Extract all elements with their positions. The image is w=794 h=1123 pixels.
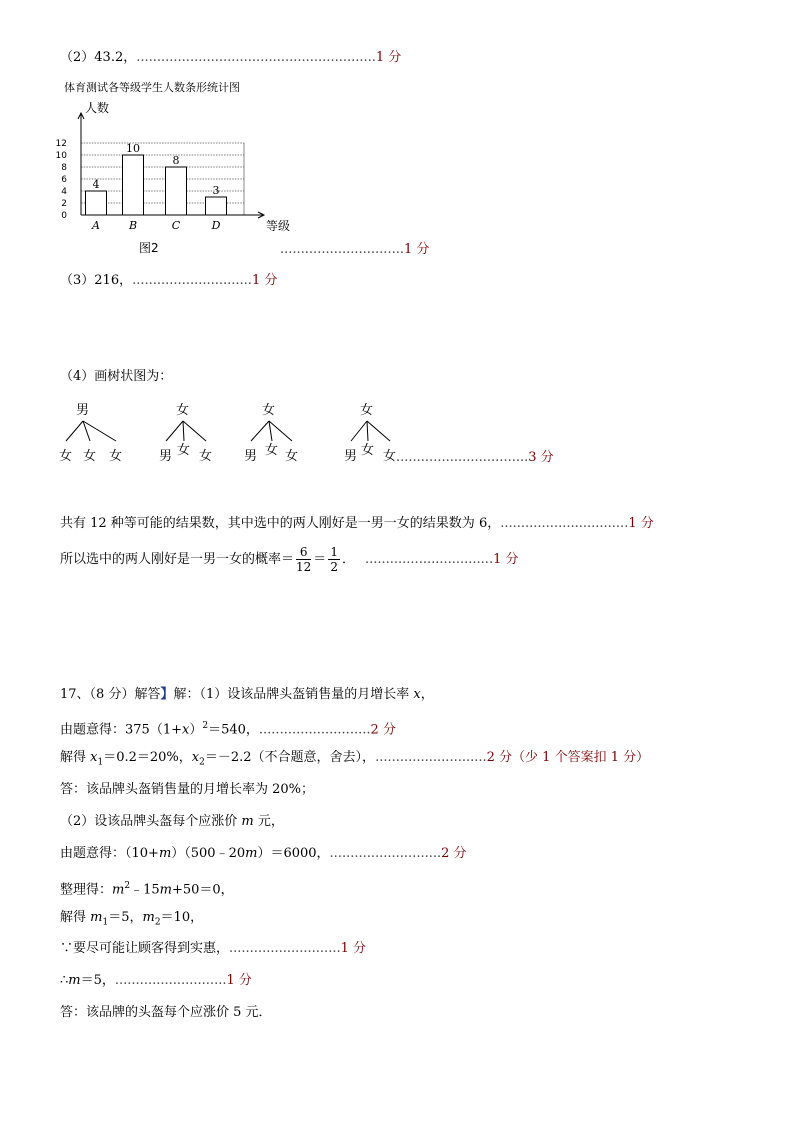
l10: 答：该品牌的头盔每个应涨价 5 元．: [60, 1005, 272, 1020]
y-tick-label: 0: [61, 211, 67, 221]
l6-m: m: [112, 882, 125, 898]
tree-leaf: 女: [83, 449, 97, 464]
data-label-A: 4: [92, 178, 100, 191]
prob-text: 所以选中的两人刚好是一男一女的概率＝: [60, 552, 295, 567]
y-tick-label: 2: [61, 199, 67, 209]
l5-m1: m: [158, 846, 172, 861]
l7-m2: m: [142, 910, 155, 925]
y-tick-label: 12: [56, 139, 67, 149]
q17-line3: [60, 781, 314, 799]
l9-m: m: [68, 973, 81, 988]
tree-branch: [166, 421, 183, 441]
l4-a: （2）设该品牌头盔每个应涨价: [60, 814, 242, 829]
q17-title: 17、（8 分）解答: [60, 687, 161, 702]
chart-title: 体育测试各等级学生人数条形统计图: [64, 81, 240, 94]
tree-leaf: 女: [199, 449, 213, 464]
l6-c: +50＝0，: [171, 882, 234, 898]
l8-dots: ...........................: [229, 941, 341, 956]
y-tick-label: 4: [61, 187, 67, 197]
bar-B: [123, 155, 144, 215]
part3-line: [60, 272, 277, 290]
q17-line5: [60, 845, 467, 863]
l6-a: 整理得：: [60, 882, 113, 898]
tree-root-1: 男: [76, 403, 90, 418]
l9-score: 1 分: [226, 973, 252, 988]
l7-b: ＝5，: [108, 910, 143, 925]
data-label-C: 8: [172, 154, 180, 167]
q17-line10: [60, 1004, 272, 1022]
x-tick-label-B: B: [128, 219, 138, 232]
l2-a: 解得: [60, 750, 91, 765]
part2-label: （2）43.2，: [60, 50, 137, 65]
l2-x1: x: [90, 750, 98, 765]
l8-score: 1 分: [340, 941, 366, 956]
part4-score: 3 分: [528, 450, 554, 465]
tree-branch: [66, 421, 83, 441]
y-axis-label: 人数: [85, 101, 110, 115]
x-tick-label-D: D: [211, 219, 221, 232]
tree-branch: [183, 421, 184, 441]
tree-root-4: 女: [360, 403, 374, 418]
tree-leaf: 女: [383, 449, 397, 464]
l5-c: ）＝6000，: [257, 846, 330, 861]
x-tick-label-A: A: [92, 219, 100, 232]
tree-branch: [367, 421, 390, 441]
l5-m2: m: [245, 846, 258, 861]
q17-line6: [60, 877, 234, 899]
tree-leaf: 女: [265, 443, 279, 458]
tree-leaf: 女: [109, 449, 123, 464]
tree-branch: [83, 421, 90, 441]
frac1-den: 12: [296, 560, 312, 574]
q17-var-x: x: [413, 687, 421, 702]
x-tick-label-C: C: [171, 219, 181, 232]
l3: 答：该品牌头盔销售量的月增长率为 20%；: [60, 782, 315, 797]
chart-dots: ..............................: [280, 242, 404, 257]
tree-branch: [251, 421, 269, 441]
bar-chart: [56, 78, 296, 258]
frac2-den: 2: [330, 560, 338, 574]
l9-a: ∴: [60, 973, 69, 988]
q17-line8: [60, 940, 366, 958]
l4-m: m: [241, 814, 254, 829]
l2-dots: ...........................: [375, 750, 487, 765]
l2-s1: 1: [97, 757, 104, 768]
l6-m2: m: [159, 882, 172, 898]
q17-line4: [60, 813, 284, 831]
tree-root-3: 女: [262, 403, 276, 418]
x-axis-label: 等级: [266, 219, 291, 233]
l1-b: ）: [189, 722, 203, 738]
l2-c: ＝－2.2（不合题意，舍去），: [204, 750, 376, 765]
l2-score: 2 分（少 1 个答案扣 1 分）: [486, 750, 650, 765]
part3-dots: .............................: [132, 273, 252, 288]
result-dots: ...............................: [500, 516, 629, 531]
fraction-1-2: [328, 545, 340, 574]
bar-C: [166, 167, 187, 215]
l2-b: ＝0.2＝20%，: [103, 750, 192, 765]
prob-dots: ...............................: [364, 552, 494, 567]
q17-intro: 解：（1）设该品牌头盔销售量的月增长率: [173, 687, 414, 702]
l7-c: ＝10，: [160, 910, 204, 925]
result-score: 1 分: [628, 516, 654, 531]
result-text: 共有 12 种等可能的结果数，其中选中的两人刚好是一男一女的结果数为 6，: [60, 516, 501, 531]
tree-branch: [83, 421, 116, 441]
l4-b: 元，: [253, 814, 284, 829]
chart-score-line: [280, 241, 429, 259]
data-label-D: 3: [212, 184, 220, 197]
tree-root-2: 女: [176, 403, 190, 418]
part4-dots: ................................: [396, 450, 529, 465]
tree-branch: [367, 421, 368, 441]
l7-a: 解得: [60, 910, 91, 925]
prob-line: [60, 543, 518, 577]
l1-dots: ...........................: [258, 722, 371, 738]
q17-line9: [60, 972, 252, 990]
part4-score-line: [396, 449, 554, 467]
tree-branch: [351, 421, 367, 441]
prob-end: ．: [341, 552, 355, 567]
l6-sup: 2: [124, 881, 131, 891]
part4-line: [60, 368, 172, 386]
tree-branch: [269, 421, 292, 441]
tree-leaf: 女: [285, 449, 299, 464]
prob-eq: ＝: [313, 552, 327, 567]
q17-bracket: 】: [160, 687, 174, 702]
y-tick-label: 10: [56, 151, 67, 161]
l9-dots: ...........................: [114, 973, 227, 988]
frac1-num: 6: [296, 545, 311, 560]
tree-leaf: 女: [361, 443, 375, 458]
q17-intro-end: ，: [420, 687, 434, 702]
q17-heading: [60, 686, 434, 704]
part2-line: [60, 49, 401, 67]
tree-leaf: 男: [159, 449, 173, 464]
chart-caption: 图2: [139, 241, 159, 255]
prob-score: 1 分: [493, 552, 519, 567]
result-line: [60, 515, 654, 533]
part2-score: 1 分: [375, 50, 402, 65]
l5-a: 由题意得：（10+: [60, 846, 159, 861]
y-tick-label: 6: [61, 175, 67, 185]
data-label-B: 10: [126, 142, 140, 155]
l2-x2: x: [191, 750, 200, 765]
l6-b: ﹣15: [130, 882, 160, 898]
l1-sup: 2: [202, 721, 209, 731]
l1-a: 由题意得：375（1+: [60, 722, 182, 738]
l1-score: 2 分: [370, 722, 396, 738]
l1-c: ＝540，: [208, 722, 259, 738]
tree-leaf: 男: [344, 449, 358, 464]
tree-branch: [183, 421, 206, 441]
y-tick-label: 8: [61, 163, 67, 173]
l2-s2: 2: [199, 757, 205, 768]
part3-label: （3）216，: [60, 273, 133, 288]
l5-score: 2 分: [441, 846, 467, 861]
tree-branch: [269, 421, 272, 441]
chart-svg: [56, 78, 296, 258]
l7-s1: 1: [102, 917, 109, 928]
part3-score: 1 分: [251, 273, 278, 288]
l9-b: ＝5，: [80, 973, 115, 988]
q17-line2: [60, 749, 649, 772]
bar-D: [206, 197, 227, 215]
l5-b: ）（500﹣20: [171, 846, 246, 861]
tree-leaf: 男: [244, 449, 258, 464]
tree-leaf: 女: [177, 443, 191, 458]
bar-A: [86, 191, 107, 215]
l7-s2: 2: [154, 917, 161, 928]
part2-dots: ..........................................................: [136, 50, 376, 65]
part4-label: （4）画树状图为：: [60, 369, 173, 384]
fraction-6-12: [296, 545, 311, 574]
q17-line1: [60, 717, 396, 739]
tree-leaf: 女: [59, 449, 73, 464]
l5-dots: ...........................: [329, 846, 442, 861]
q17-line7: [60, 909, 203, 932]
chart-score: 1 分: [403, 242, 430, 257]
frac2-num: 1: [330, 545, 338, 559]
l8-a: ∵要尽可能让顾客得到实惠，: [60, 941, 230, 956]
l7-m1: m: [90, 910, 103, 925]
l1-x: x: [181, 722, 190, 738]
